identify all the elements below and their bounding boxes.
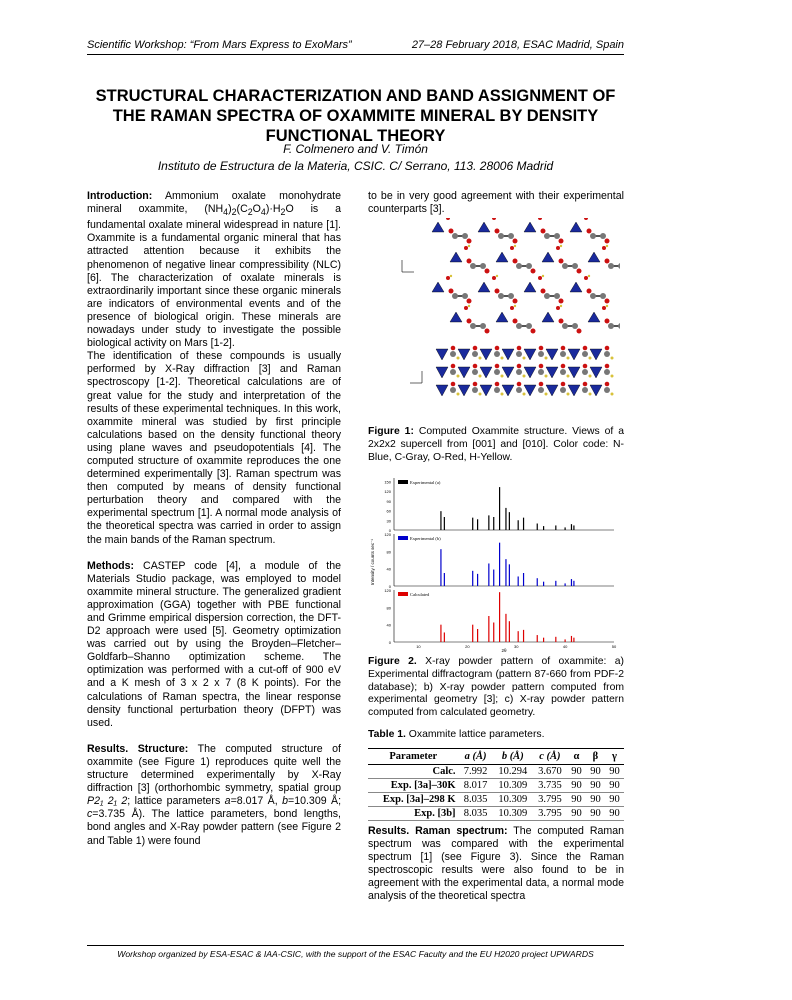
methods-heading: Methods: xyxy=(87,559,135,572)
oxygen-atom xyxy=(513,259,518,264)
ammonium-tetrahedron xyxy=(496,312,508,322)
carbon-atom xyxy=(608,263,614,269)
ammonium-tetrahedron xyxy=(458,385,470,396)
oxygen-atom xyxy=(605,319,610,324)
footer: Workshop organized by ESA-ESAC & IAA-CSIC, with the support of the ESAC Faculty and the EU H2020 project UPWARDS xyxy=(117,949,594,959)
oxygen-atom xyxy=(517,364,522,369)
hydrogen-atom xyxy=(523,393,526,396)
y-tick-label: 40 xyxy=(386,566,391,572)
table-cell: 90 xyxy=(567,765,586,779)
oxygen-atom xyxy=(449,289,454,294)
carbon-atom xyxy=(508,293,514,299)
table-cell: 90 xyxy=(586,779,605,793)
table-cell: 10.309 xyxy=(493,779,533,793)
carbon-atom xyxy=(590,233,596,239)
carbon-atom xyxy=(450,369,456,375)
ammonium-tetrahedron xyxy=(568,367,580,378)
table-cell: Calc. xyxy=(368,765,459,779)
oxygen-atom xyxy=(513,239,518,244)
table-header-row xyxy=(368,749,624,765)
table-cell: 3.795 xyxy=(533,793,567,807)
ammonium-tetrahedron xyxy=(478,282,490,292)
x-axis-label: 2θ xyxy=(501,648,507,652)
table-cell: 90 xyxy=(605,793,624,807)
oxygen-atom xyxy=(561,346,566,351)
water-oxygen xyxy=(446,276,450,280)
oxygen-atom xyxy=(559,259,564,264)
water-oxygen xyxy=(510,246,514,250)
oxygen-atom xyxy=(587,229,592,234)
hydrogen-atom xyxy=(588,275,590,277)
water-oxygen xyxy=(602,246,606,250)
oxygen-atom xyxy=(495,229,500,234)
oxygen-atom xyxy=(495,364,500,369)
hydrogen-atom xyxy=(514,245,516,247)
oxygen-atom xyxy=(513,319,518,324)
ammonium-tetrahedron xyxy=(568,349,580,360)
oxygen-atom xyxy=(583,382,588,387)
carbon-atom xyxy=(600,293,606,299)
carbon-atom xyxy=(516,323,522,329)
carbon-atom xyxy=(450,351,456,357)
water-oxygen xyxy=(510,306,514,310)
carbon-atom xyxy=(618,263,620,269)
table-cell: 90 xyxy=(586,765,605,779)
ammonium-tetrahedron xyxy=(546,367,558,378)
table-cell: 3.735 xyxy=(533,779,567,793)
ammonium-tetrahedron xyxy=(502,367,514,378)
carbon-atom xyxy=(590,293,596,299)
carbon-atom xyxy=(572,323,578,329)
table-cell: 90 xyxy=(586,793,605,807)
oxygen-atom xyxy=(449,229,454,234)
table-header-cell: β xyxy=(586,749,605,765)
table-header-cell: c (Å) xyxy=(533,749,567,765)
carbon-atom xyxy=(472,369,478,375)
oxygen-atom xyxy=(485,329,490,334)
water-oxygen xyxy=(584,218,588,220)
carbon-atom xyxy=(516,351,522,357)
ammonium-tetrahedron xyxy=(542,252,554,262)
y-tick-label: 60 xyxy=(386,508,391,514)
hydrogen-atom xyxy=(567,393,570,396)
hydrogen-atom xyxy=(611,357,614,360)
oxygen-atom xyxy=(473,382,478,387)
table-body xyxy=(368,765,624,821)
y-tick-label: 120 xyxy=(384,588,391,593)
ammonium-tetrahedron xyxy=(524,282,536,292)
oxygen-atom xyxy=(583,346,588,351)
ammonium-tetrahedron xyxy=(478,222,490,232)
ammonium-tetrahedron xyxy=(436,385,448,396)
table-header-cell: Parameter xyxy=(368,749,459,765)
ammonium-tetrahedron xyxy=(524,349,536,360)
table-cell: 10.294 xyxy=(493,765,533,779)
ammonium-tetrahedron xyxy=(480,367,492,378)
y-tick-label: 0 xyxy=(388,640,391,645)
oxygen-atom xyxy=(467,319,472,324)
carbon-atom xyxy=(560,351,566,357)
y-tick-label: 90 xyxy=(386,498,391,504)
hydrogen-atom xyxy=(514,305,516,307)
ammonium-tetrahedron xyxy=(568,385,580,396)
ammonium-tetrahedron xyxy=(546,385,558,396)
ammonium-tetrahedron xyxy=(588,252,600,262)
oxygen-atom xyxy=(517,382,522,387)
carbon-atom xyxy=(526,263,532,269)
hydrogen-atom xyxy=(567,375,570,378)
ammonium-tetrahedron xyxy=(524,222,536,232)
carbon-atom xyxy=(582,387,588,393)
oxygen-atom xyxy=(605,382,610,387)
y-tick-label: 120 xyxy=(384,489,391,494)
table-cell: 90 xyxy=(567,793,586,807)
header-rule xyxy=(87,54,624,55)
ammonium-tetrahedron xyxy=(590,367,602,378)
table-cell: 90 xyxy=(567,807,586,821)
table-1 xyxy=(368,748,624,821)
hydrogen-atom xyxy=(523,357,526,360)
hydrogen-atom xyxy=(501,375,504,378)
figure-1-crystal-structure xyxy=(398,218,620,418)
carbon-atom xyxy=(494,387,500,393)
hydrogen-atom xyxy=(606,245,608,247)
ammonium-tetrahedron xyxy=(496,252,508,262)
hydrogen-atom xyxy=(542,275,544,277)
carbon-atom xyxy=(604,351,610,357)
oxygen-atom xyxy=(495,382,500,387)
carbon-atom xyxy=(608,323,614,329)
structure-paragraph: Results. Structure: The computed structure of oxammite (see Figure 1) reproduces quite well the structure determined experimentally by X-Ray diffraction [3] (orthorhombic symmetry, spatial group P2₁ 2₁ 2; lattice parameters a=8.017 Å, b=10.309 Å; c=3.735 Å). The lattice parameters, bond lengths, bond angles and X-Ray powder pattern (see Figure 2 and Table 1) were found xyxy=(87,742,342,847)
oxygen-atom xyxy=(467,259,472,264)
hydrogen-atom xyxy=(589,357,592,360)
carbon-atom xyxy=(618,323,620,329)
oxygen-atom xyxy=(451,382,456,387)
oxygen-atom xyxy=(559,319,564,324)
hydrogen-atom xyxy=(468,305,470,307)
table-cell: 90 xyxy=(605,779,624,793)
oxygen-atom xyxy=(583,364,588,369)
table-cell: Exp. [3a]–30K xyxy=(368,779,459,793)
water-oxygen xyxy=(492,276,496,280)
oxygen-atom xyxy=(539,382,544,387)
y-tick-label: 0 xyxy=(388,528,391,533)
header-right: 27–28 February 2018, ESAC Madrid, Spain xyxy=(411,39,624,51)
ammonium-tetrahedron xyxy=(502,385,514,396)
paper-title: STRUCTURAL CHARACTERIZATION AND BAND ASSIGNMENT OF THE RAMAN SPECTRA OF OXAMMITE MINERAL BY DENSITY FUNCTIONAL THEORY xyxy=(95,87,616,145)
oxygen-atom xyxy=(541,229,546,234)
y-axis-label: Intensity / counts sec⁻¹ xyxy=(370,539,375,585)
authors: F. Colmenero and V. Timón xyxy=(283,142,428,156)
oxygen-atom xyxy=(495,346,500,351)
oxygen-atom xyxy=(539,346,544,351)
oxygen-atom xyxy=(605,239,610,244)
header-left: Scientific Workshop: “From Mars Express to ExoMars” xyxy=(87,39,352,51)
y-tick-label: 80 xyxy=(386,549,391,555)
structure-heading: Results. Structure: xyxy=(87,742,189,755)
carbon-atom xyxy=(538,351,544,357)
table-cell: Exp. [3a]–298 K xyxy=(368,793,459,807)
oxygen-atom xyxy=(577,329,582,334)
carbon-atom xyxy=(470,263,476,269)
carbon-atom xyxy=(572,263,578,269)
structure-continuation: to be in very good agreement with their experimental counterparts [3]. xyxy=(368,190,624,216)
ammonium-tetrahedron xyxy=(590,385,602,396)
hydrogen-atom xyxy=(611,393,614,396)
oxygen-atom xyxy=(531,269,536,274)
hydrogen-atom xyxy=(479,375,482,378)
hydrogen-atom xyxy=(523,375,526,378)
oxygen-atom xyxy=(467,239,472,244)
y-tick-label: 80 xyxy=(386,605,391,611)
carbon-atom xyxy=(554,233,560,239)
carbon-atom xyxy=(554,293,560,299)
water-oxygen xyxy=(602,306,606,310)
figure-2-caption: Figure 2. X-ray powder pattern of oxammite: a) Experimental diffractogram (pattern 87-660 from PDF-2 database); b) X-ray powder pattern computed from experimental geometry [3]; c) X-ray powder pattern computed from calculated geometry. xyxy=(368,656,624,719)
carbon-atom xyxy=(498,293,504,299)
ammonium-tetrahedron xyxy=(542,312,554,322)
hydrogen-atom xyxy=(611,375,614,378)
ammonium-tetrahedron xyxy=(458,349,470,360)
hydrogen-atom xyxy=(545,357,548,360)
hydrogen-atom xyxy=(560,245,562,247)
table-row xyxy=(368,779,624,793)
water-oxygen xyxy=(584,276,588,280)
carbon-atom xyxy=(494,369,500,375)
water-oxygen xyxy=(556,306,560,310)
oxygen-atom xyxy=(587,289,592,294)
oxygen-atom xyxy=(605,259,610,264)
water-oxygen xyxy=(464,246,468,250)
carbon-atom xyxy=(526,323,532,329)
hydrogen-atom xyxy=(545,375,548,378)
legend-label: Experimental (a) xyxy=(410,480,441,485)
oxygen-atom xyxy=(561,382,566,387)
legend-label: Calculated xyxy=(410,592,430,597)
carbon-atom xyxy=(452,293,458,299)
table-cell: 90 xyxy=(605,807,624,821)
carbon-atom xyxy=(462,293,468,299)
figure-1-caption: Figure 1: Computed Oxammite structure. Views of a 2x2x2 supercell from [001] and [010]. Color code: N-Blue, C-Gray, O-Red, H-Yellow. xyxy=(368,426,624,463)
ammonium-tetrahedron xyxy=(502,349,514,360)
carbon-atom xyxy=(538,387,544,393)
table-1-caption: Table 1. Oxammite lattice parameters. xyxy=(368,729,545,740)
carbon-atom xyxy=(480,263,486,269)
carbon-atom xyxy=(498,233,504,239)
intro-paragraph: Introduction: Ammonium oxalate monohydrate mineral oxammite, $(NH_4)_2(C_2O_4)\cdot H_2O$ is a fundamental oxalate mineral widespread in nature [1]. Oxammite is a fundamental organic mineral that has attracted attention because it exhibits the phenomenon of negative linear compressibility (NLC) [6]. The characterization of oxalate minerals is extraordinarily important since these organic minerals are indicators of environmental events and of the presence of biological origin. These minerals are nowadays under study to investigate the possible biological activity on Mars [1-2]. xyxy=(87,190,341,350)
table-cell: 8.035 xyxy=(459,807,493,821)
carbon-atom xyxy=(462,233,468,239)
oxygen-atom xyxy=(473,346,478,351)
hydrogen-atom xyxy=(479,357,482,360)
hydrogen-atom xyxy=(479,393,482,396)
water-oxygen xyxy=(492,218,496,220)
carbon-atom xyxy=(516,263,522,269)
ammonium-tetrahedron xyxy=(524,367,536,378)
water-oxygen xyxy=(464,306,468,310)
hydrogen-atom xyxy=(589,375,592,378)
ammonium-tetrahedron xyxy=(436,367,448,378)
table-cell: 7.992 xyxy=(459,765,493,779)
oxygen-atom xyxy=(539,364,544,369)
table-cell: 90 xyxy=(586,807,605,821)
carbon-atom xyxy=(472,387,478,393)
table-cell: 3.795 xyxy=(533,807,567,821)
hydrogen-atom xyxy=(560,305,562,307)
table-header-cell: α xyxy=(567,749,586,765)
carbon-atom xyxy=(582,351,588,357)
hydrogen-atom xyxy=(545,393,548,396)
ammonium-tetrahedron xyxy=(546,349,558,360)
legend-swatch xyxy=(398,480,408,484)
table-cell: 10.309 xyxy=(493,807,533,821)
carbon-atom xyxy=(562,263,568,269)
table-row xyxy=(368,793,624,807)
water-oxygen xyxy=(446,218,450,220)
table-cell: 3.670 xyxy=(533,765,567,779)
oxygen-atom xyxy=(577,269,582,274)
ammonium-tetrahedron xyxy=(480,385,492,396)
carbon-atom xyxy=(508,233,514,239)
ammonium-tetrahedron xyxy=(588,312,600,322)
y-tick-label: 0 xyxy=(388,584,391,589)
figure-2-xray-pattern xyxy=(368,472,624,652)
oxygen-atom xyxy=(559,299,564,304)
carbon-atom xyxy=(582,369,588,375)
carbon-atom xyxy=(600,233,606,239)
oxygen-atom xyxy=(561,364,566,369)
hydrogen-atom xyxy=(501,357,504,360)
water-oxygen xyxy=(556,246,560,250)
raman-paragraph: Results. Raman spectrum: The computed Raman spectrum was compared with the experimental spectrum [1] (see Figure 3). Since the Raman spectroscopic results were also found to be in agreement with the experimental data, a normal mode analysis of the theoretical spectra xyxy=(368,825,624,903)
carbon-atom xyxy=(472,351,478,357)
x-tick-label: 40 xyxy=(562,644,568,649)
oxygen-atom xyxy=(451,364,456,369)
oxygen-atom xyxy=(513,299,518,304)
legend-swatch xyxy=(398,536,408,540)
oxygen-atom xyxy=(559,239,564,244)
table-header-cell: b (Å) xyxy=(493,749,533,765)
hydrogen-atom xyxy=(496,275,498,277)
hydrogen-atom xyxy=(606,305,608,307)
carbon-atom xyxy=(544,233,550,239)
table-cell: 90 xyxy=(567,779,586,793)
oxygen-atom xyxy=(605,346,610,351)
carbon-atom xyxy=(560,387,566,393)
table-cell: 8.017 xyxy=(459,779,493,793)
ammonium-tetrahedron xyxy=(450,252,462,262)
intro-heading: Introduction: xyxy=(87,190,153,202)
water-oxygen xyxy=(538,218,542,220)
oxygen-atom xyxy=(541,289,546,294)
table-cell: 8.035 xyxy=(459,793,493,807)
legend-swatch xyxy=(398,592,408,596)
ammonium-tetrahedron xyxy=(458,367,470,378)
left-column xyxy=(87,190,341,848)
oxygen-atom xyxy=(531,329,536,334)
footer-rule xyxy=(87,945,624,946)
carbon-atom xyxy=(480,323,486,329)
ammonium-tetrahedron xyxy=(570,282,582,292)
ammonium-tetrahedron xyxy=(450,312,462,322)
ammonium-tetrahedron xyxy=(590,349,602,360)
hydrogen-atom xyxy=(457,375,460,378)
y-tick-label: 40 xyxy=(386,622,391,628)
carbon-atom xyxy=(452,233,458,239)
carbon-atom xyxy=(516,369,522,375)
ammonium-tetrahedron xyxy=(480,349,492,360)
hydrogen-atom xyxy=(567,357,570,360)
hydrogen-atom xyxy=(457,393,460,396)
oxygen-atom xyxy=(495,289,500,294)
methods-paragraph: Methods: CASTEP code [4], a module of the Materials Studio package, was employed to model oxammite mineral structure. The generalized gradient approximation (GGA) together with PBE functional and Grimme empirical dispersion correction, the DFT-D2 approach were used [5]. Geometry optimization was carried out by using the Broyden–Fletcher–Goldfarb–Shanno optimization scheme. The optimization was performed with a cut-off of 900 eV and a K mesh of 3 x 2 x 7 (8 K points). For the calculations of Raman spectra, the linear response density functional perturbation theory (DFPT) was used. xyxy=(87,559,341,729)
carbon-atom xyxy=(560,369,566,375)
hydrogen-atom xyxy=(589,393,592,396)
oxygen-atom xyxy=(605,299,610,304)
affiliation: Instituto de Estructura de la Materia, CSIC. C/ Serrano, 113. 28006 Madrid xyxy=(157,159,554,173)
carbon-atom xyxy=(516,387,522,393)
hydrogen-atom xyxy=(468,245,470,247)
raman-heading: Results. Raman spectrum: xyxy=(368,825,508,837)
y-tick-label: 150 xyxy=(384,479,391,485)
oxygen-atom xyxy=(605,364,610,369)
running-header xyxy=(87,39,624,51)
x-tick-label: 10 xyxy=(416,644,421,649)
carbon-atom xyxy=(494,351,500,357)
carbon-atom xyxy=(544,293,550,299)
x-tick-label: 20 xyxy=(465,644,470,649)
x-tick-label: 50 xyxy=(611,644,617,649)
hydrogen-atom xyxy=(501,393,504,396)
carbon-atom xyxy=(604,369,610,375)
carbon-atom xyxy=(470,323,476,329)
table-row xyxy=(368,807,624,821)
y-tick-label: 30 xyxy=(386,518,391,524)
table-header-cell: γ xyxy=(605,749,624,765)
carbon-atom xyxy=(604,387,610,393)
table-cell: Exp. [3b] xyxy=(368,807,459,821)
y-tick-label: 120 xyxy=(384,532,391,537)
oxygen-atom xyxy=(517,346,522,351)
ammonium-tetrahedron xyxy=(432,282,444,292)
oxygen-atom xyxy=(451,346,456,351)
ammonium-tetrahedron xyxy=(436,349,448,360)
carbon-atom xyxy=(538,369,544,375)
ammonium-tetrahedron xyxy=(432,222,444,232)
x-tick-label: 30 xyxy=(513,644,519,649)
legend-label: Experimental (b) xyxy=(410,536,441,541)
water-oxygen xyxy=(538,276,542,280)
ammonium-tetrahedron xyxy=(570,222,582,232)
oxygen-atom xyxy=(473,364,478,369)
table-header-cell: a (Å) xyxy=(459,749,493,765)
ammonium-tetrahedron xyxy=(524,385,536,396)
hydrogen-atom xyxy=(457,357,460,360)
hydrogen-atom xyxy=(450,275,452,277)
oxygen-atom xyxy=(485,269,490,274)
table-cell: 10.309 xyxy=(493,793,533,807)
table-row xyxy=(368,765,624,779)
oxygen-atom xyxy=(467,299,472,304)
carbon-atom xyxy=(450,387,456,393)
intro-paragraph-2: The identification of these compounds is usually performed by X-Ray diffraction [3] and Raman spectroscopy [1-2]. Theoretical calculations are of great value for the study and interpretation of the results of these experimental techniques. In this work, oxammite mineral was studied by first principle calculations based on the density functional theory using plane waves and pseudopotentials [4]. The computed structure of oxammite reproduces the one determined experimentally [3]. Raman spectrum was then computed by means of density functional perturbation theory and compared with the experimental spectrum [1]. A normal mode analysis of the theoretical spectra was carried in order to assign the main bands of the Raman spectrum. xyxy=(87,350,341,546)
table-cell: 90 xyxy=(605,765,624,779)
carbon-atom xyxy=(562,323,568,329)
